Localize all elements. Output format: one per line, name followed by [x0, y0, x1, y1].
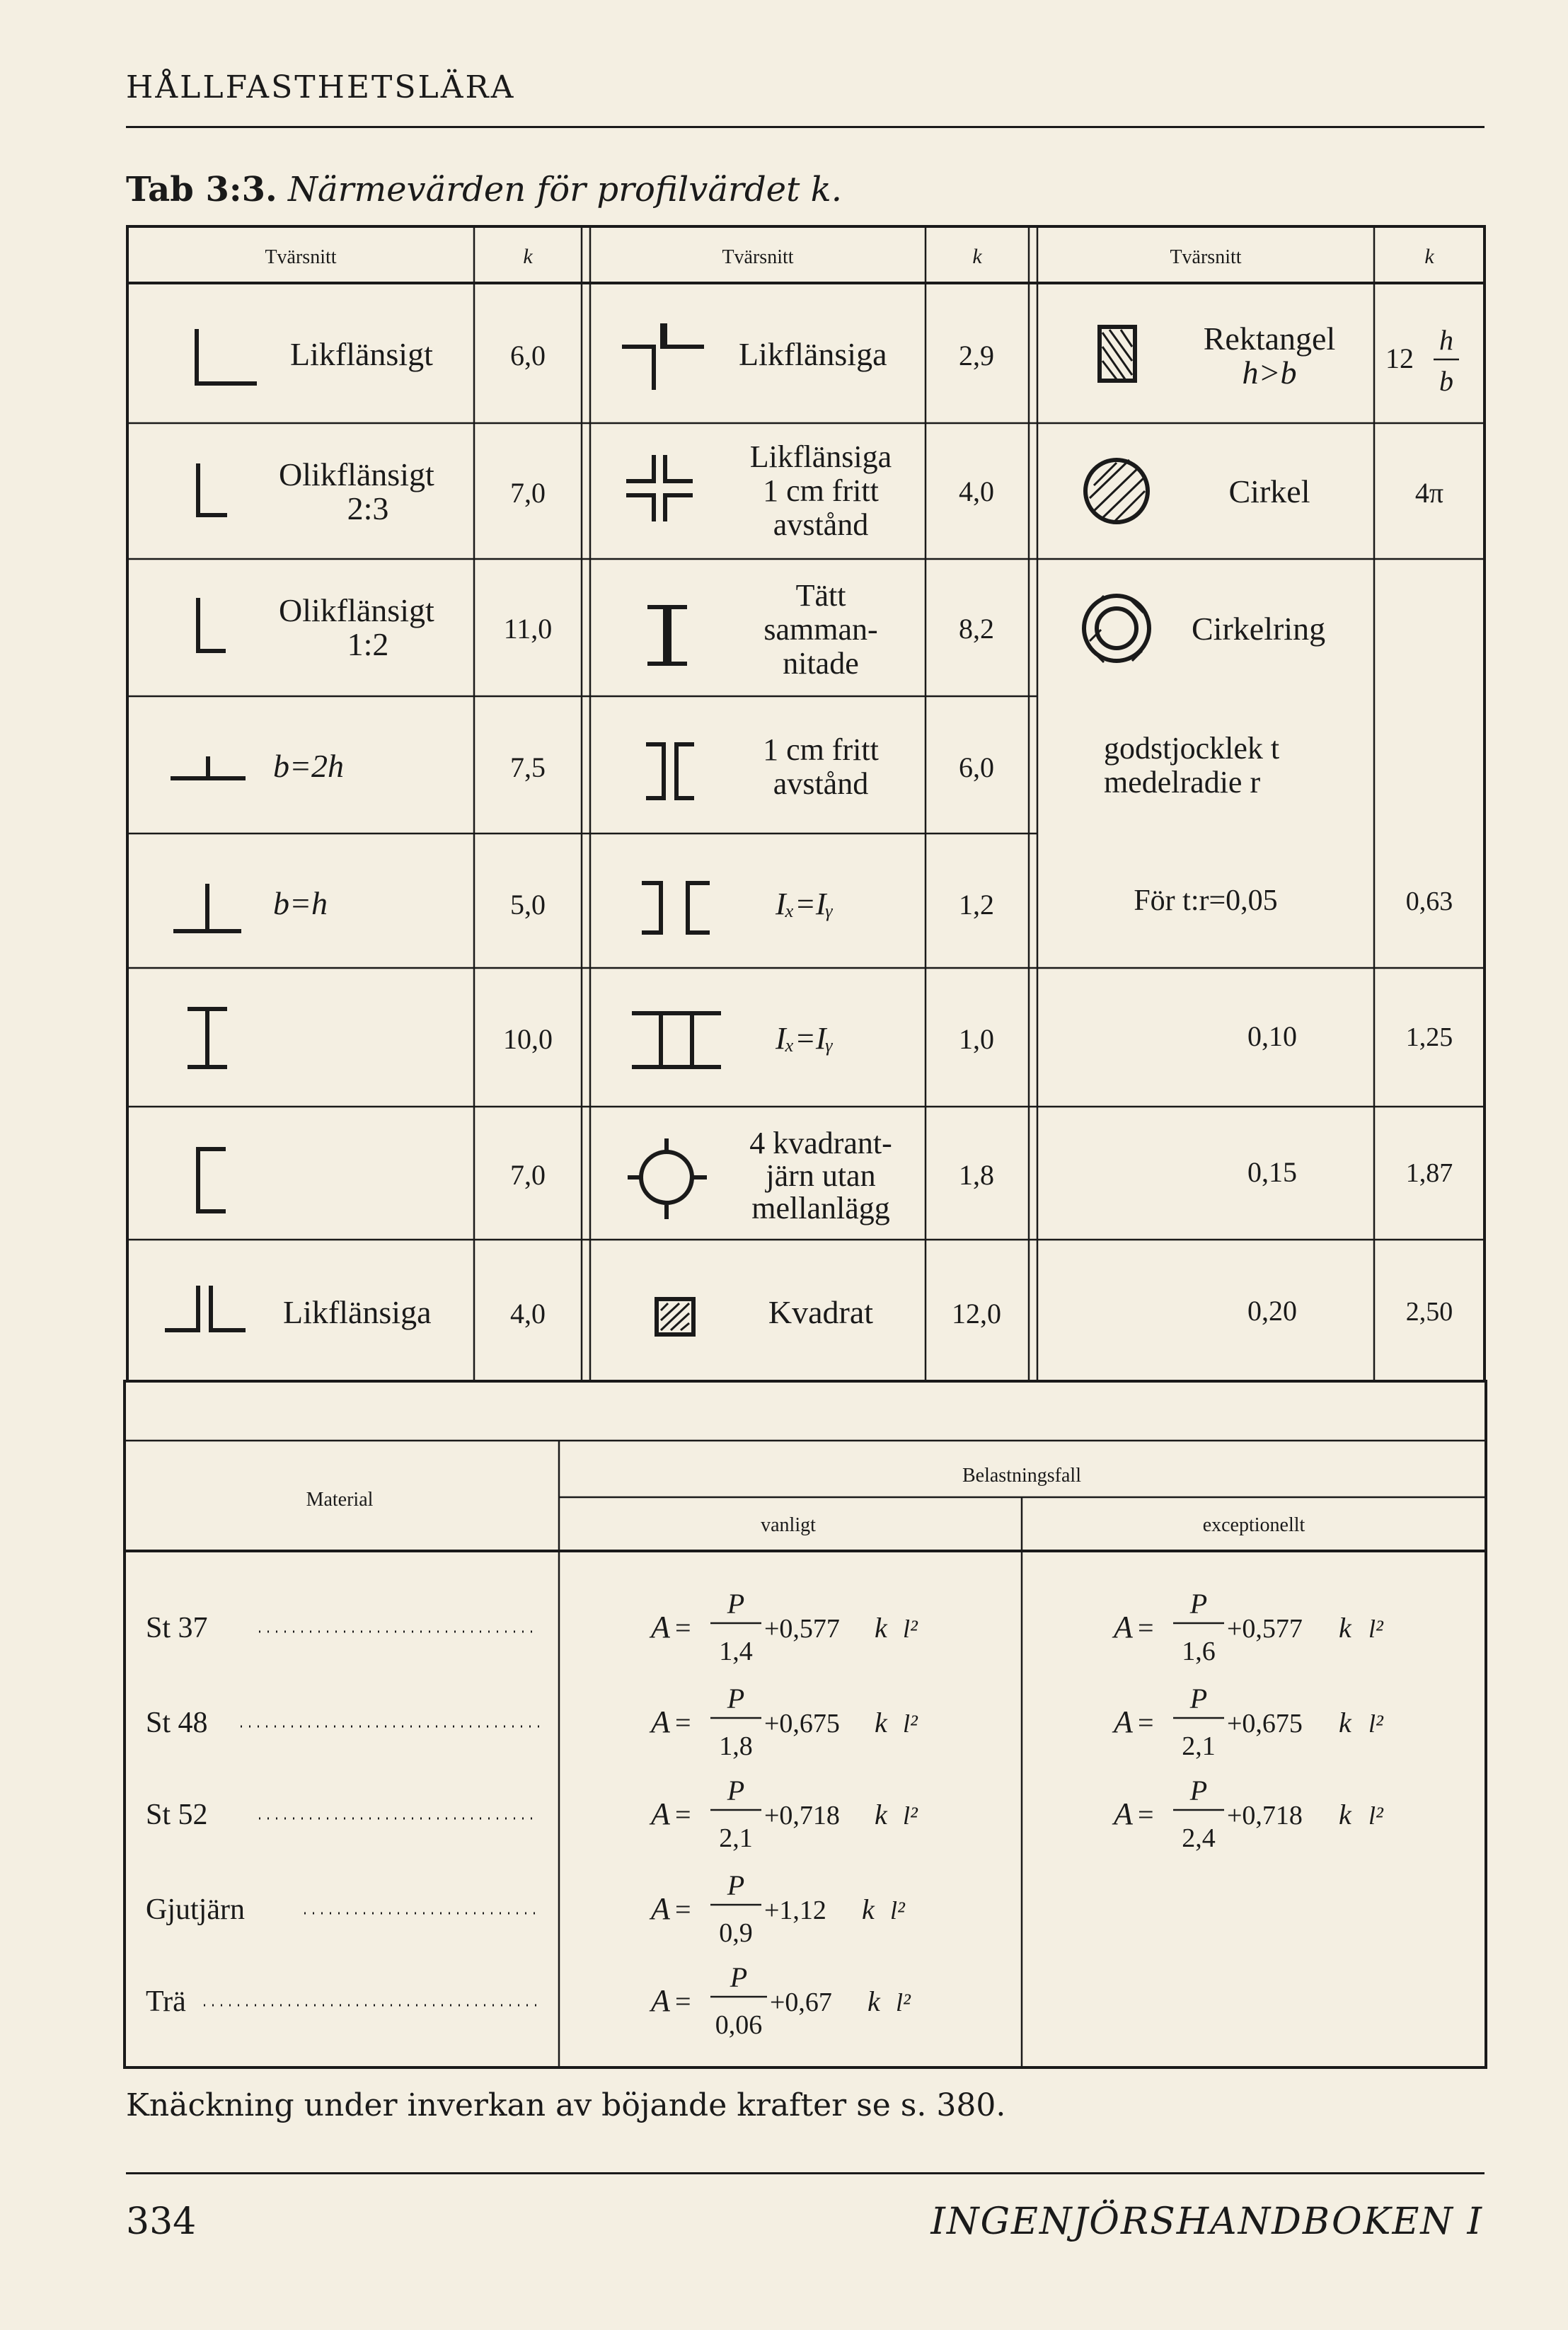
c2-k-4: 6,0 [959, 751, 994, 783]
page-number: 334 [126, 2201, 197, 2243]
channels-riveted-icon [650, 607, 685, 664]
rectangle-hatched-icon [1100, 327, 1135, 381]
material-name-5: Trä [146, 1985, 186, 2018]
c2-label-1: Likflänsiga [739, 336, 887, 372]
header-k-3: k [1424, 245, 1434, 268]
c3-ratio-k-2: 1,25 [1405, 1022, 1453, 1052]
c2-label-8: Kvadrat [768, 1294, 874, 1330]
c3-ratio-k-3: 1,87 [1405, 1158, 1453, 1188]
c3-rektangel-num: h [1439, 324, 1453, 356]
c3-ratio-label-2: 0,10 [1247, 1020, 1297, 1052]
c2-label-4a: 1 cm fritt [763, 732, 879, 767]
c1-label-1: Likflänsigt [290, 336, 433, 372]
formula-exceptionellt-1 [1112, 1588, 1384, 1666]
c1-label-5: b=h [273, 885, 328, 921]
svg-text:A: A [651, 1983, 670, 2018]
svg-text:P: P [1189, 1775, 1208, 1806]
svg-text:1,6: 1,6 [1182, 1637, 1216, 1666]
c2-k-8: 12,0 [952, 1298, 1001, 1330]
formula-exceptionellt-2 [1112, 1683, 1384, 1761]
svg-text:k: k [875, 1799, 887, 1830]
svg-text:A: A [651, 1610, 670, 1644]
header-exceptionellt: exceptionellt [1202, 1514, 1305, 1536]
c3-cirkel-k: 4π [1414, 477, 1444, 509]
svg-text:k: k [875, 1707, 887, 1738]
double-i-beam-icon [634, 1013, 719, 1067]
quadrant-iron-icon [630, 1141, 705, 1217]
svg-text:l²: l² [1368, 1709, 1383, 1738]
c3-rektangel-cond: h>b [1242, 354, 1297, 391]
c1-k-6: 10,0 [503, 1023, 553, 1055]
c3-ratio-k-1: 0,63 [1405, 887, 1453, 916]
c2-label-3a: Tätt [795, 578, 846, 613]
header-k-2: k [972, 245, 982, 268]
tee-wide-icon [173, 759, 243, 778]
square-hatched-icon [657, 1299, 693, 1334]
ring-hatched-icon [1084, 596, 1149, 662]
c2-label-2a: Likflänsiga [749, 439, 892, 474]
c3-rektangel-label: Rektangel [1203, 321, 1336, 357]
caption-label: Tab 3:3. [126, 170, 277, 209]
c1-label-8: Likflänsiga [283, 1294, 432, 1330]
svg-text:A: A [651, 1705, 670, 1739]
c2-k-3: 8,2 [959, 613, 994, 645]
material-name-2: St 48 [146, 1707, 208, 1739]
c3-rektangel-den: b [1439, 365, 1453, 397]
svg-text:2,4: 2,4 [1182, 1823, 1216, 1853]
c3-legend-2: medelradie r [1104, 765, 1261, 800]
header-belastningsfall: Belastningsfall [962, 1465, 1081, 1487]
material-name-1: St 37 [146, 1612, 208, 1644]
header-tvarsnitt-3: Tvärsnitt [1170, 246, 1242, 268]
angle-unequal-narrow-icon [198, 600, 224, 651]
material-name-3: St 52 [146, 1799, 208, 1831]
svg-text:P: P [727, 1869, 745, 1901]
svg-text:k: k [1339, 1707, 1351, 1738]
svg-text:A: A [651, 1796, 670, 1831]
c2-label-2b: 1 cm fritt [763, 473, 879, 508]
circle-hatched-icon [1085, 460, 1148, 522]
formula-vanligt-2 [649, 1683, 918, 1761]
svg-text:=: = [675, 1893, 691, 1925]
c1-label-3a: Olikflänsigt [279, 592, 434, 628]
leader-dots [204, 1632, 539, 2005]
c1-label-2a: Olikflänsigt [279, 456, 434, 492]
footnote: Knäckning under inverkan av böjande krafter se s. 380. [126, 2087, 1006, 2123]
c3-ratio-label-4: 0,20 [1247, 1295, 1297, 1327]
c2-k-6: 1,0 [959, 1023, 994, 1055]
svg-text:l²: l² [890, 1896, 905, 1925]
c3-cirkel-label: Cirkel [1228, 473, 1310, 509]
svg-text:l²: l² [1368, 1801, 1383, 1830]
c1-label-4: b=2h [273, 748, 345, 784]
c2-label-5: Iₓ=Iᵧ [776, 887, 834, 921]
svg-text:k: k [862, 1893, 875, 1925]
svg-text:=: = [675, 1799, 691, 1830]
channels-spaced-icon [648, 744, 692, 798]
c3-ratio-label-1: För t:r=0,05 [1134, 884, 1278, 917]
c2-k-7: 1,8 [959, 1159, 994, 1191]
c1-k-5: 5,0 [510, 889, 546, 921]
svg-text:0,9: 0,9 [719, 1918, 753, 1948]
cruciform-angles-icon [628, 457, 691, 519]
svg-text:P: P [727, 1588, 745, 1620]
c3-legend-1: godstjocklek t [1104, 731, 1280, 766]
c2-label-3b: samman- [763, 612, 878, 647]
svg-text:k: k [1339, 1612, 1351, 1644]
svg-text:+0,675: +0,675 [1227, 1709, 1303, 1738]
c1-k-4: 7,5 [510, 751, 546, 783]
svg-text:P: P [1189, 1588, 1208, 1620]
c2-label-7a: 4 kvadrant- [749, 1126, 892, 1160]
i-beam-icon [190, 1009, 225, 1067]
svg-text:=: = [1138, 1707, 1154, 1738]
c1-k-3: 11,0 [503, 613, 553, 645]
svg-text:+0,67: +0,67 [770, 1988, 832, 2017]
svg-text:P: P [730, 1961, 748, 1993]
header-material: Material [306, 1489, 374, 1511]
svg-text:+1,12: +1,12 [764, 1896, 826, 1925]
svg-text:A: A [1114, 1610, 1133, 1644]
svg-text:2,1: 2,1 [1182, 1731, 1216, 1761]
double-angle-icon [167, 1288, 243, 1330]
svg-text:k: k [1339, 1799, 1351, 1830]
header-vanligt: vanligt [761, 1514, 816, 1536]
angle-pair-diagonal-icon [624, 325, 702, 388]
formula-vanligt-5 [649, 1961, 911, 2040]
svg-text:l²: l² [903, 1709, 918, 1738]
header-k-1: k [523, 245, 533, 268]
svg-text:k: k [867, 1985, 880, 2017]
c2-k-2: 4,0 [959, 475, 994, 507]
svg-text:=: = [675, 1707, 691, 1738]
svg-text:A: A [1114, 1705, 1133, 1739]
formula-vanligt-4 [649, 1869, 906, 1948]
c3-ratio-label-3: 0,15 [1247, 1156, 1297, 1188]
footer-rule [126, 2172, 1485, 2174]
header-tvarsnitt-2: Tvärsnitt [722, 246, 794, 268]
c3-cirkelring-label: Cirkelring [1192, 611, 1326, 647]
c2-k-1: 2,9 [959, 340, 994, 371]
formula-exceptionellt-3 [1112, 1775, 1384, 1853]
channels-apart-icon [644, 883, 708, 933]
svg-text:l²: l² [1368, 1615, 1383, 1643]
svg-text:1,4: 1,4 [719, 1637, 753, 1666]
c1-k-2: 7,0 [510, 477, 546, 509]
running-head: HÅLLFASTHETSLÄRA [126, 69, 516, 105]
svg-text:+0,675: +0,675 [764, 1709, 840, 1738]
book-title: INGENJÖRSHANDBOKEN I [930, 2201, 1483, 2243]
formula-vanligt-1 [649, 1588, 918, 1666]
c2-label-2c: avstånd [773, 507, 869, 542]
svg-text:+0,718: +0,718 [764, 1801, 840, 1830]
svg-text:=: = [1138, 1612, 1154, 1644]
c2-label-3c: nitade [783, 646, 859, 681]
svg-text:2,1: 2,1 [719, 1823, 753, 1853]
svg-text:l²: l² [903, 1615, 918, 1643]
c1-label-2b: 2:3 [347, 490, 389, 526]
svg-text:0,06: 0,06 [715, 2010, 763, 2040]
header-tvarsnitt-1: Tvärsnitt [265, 246, 337, 268]
material-name-4: Gjutjärn [146, 1893, 245, 1926]
channel-icon [198, 1149, 224, 1211]
svg-text:+0,577: +0,577 [764, 1614, 840, 1644]
c1-label-3b: 1:2 [347, 626, 389, 662]
svg-text:+0,577: +0,577 [1227, 1614, 1303, 1644]
tee-icon [175, 886, 239, 931]
svg-text:=: = [675, 1612, 691, 1644]
svg-text:=: = [675, 1985, 691, 2017]
c2-label-7c: mellanlägg [751, 1191, 890, 1225]
profile-table-headers [265, 245, 1434, 268]
c2-label-6: Iₓ=Iᵧ [776, 1021, 834, 1056]
c1-k-8: 4,0 [510, 1298, 546, 1330]
svg-text:+0,718: +0,718 [1227, 1801, 1303, 1830]
angle-equal-icon [197, 331, 255, 383]
svg-text:P: P [1189, 1683, 1208, 1714]
c1-k-1: 6,0 [510, 340, 546, 371]
caption-title: Närmevärden för profilvärdet k. [288, 170, 842, 209]
svg-text:l²: l² [896, 1988, 911, 2017]
svg-text:=: = [1138, 1799, 1154, 1830]
c3-ratio-k-4: 2,50 [1405, 1297, 1453, 1327]
svg-text:l²: l² [903, 1801, 918, 1830]
svg-text:A: A [1114, 1796, 1133, 1831]
svg-text:P: P [727, 1683, 745, 1714]
svg-text:P: P [727, 1775, 745, 1806]
c2-label-4b: avstånd [773, 766, 869, 801]
c1-k-7: 7,0 [510, 1159, 546, 1191]
svg-text:k: k [875, 1612, 887, 1644]
c2-label-7b: järn utan [766, 1158, 876, 1193]
svg-text:A: A [651, 1891, 670, 1926]
c2-k-5: 1,2 [959, 889, 994, 921]
angle-unequal-icon [198, 466, 225, 515]
c3-rektangel-coef: 12 [1385, 342, 1414, 374]
svg-text:1,8: 1,8 [719, 1731, 753, 1761]
formula-vanligt-3 [649, 1775, 918, 1853]
